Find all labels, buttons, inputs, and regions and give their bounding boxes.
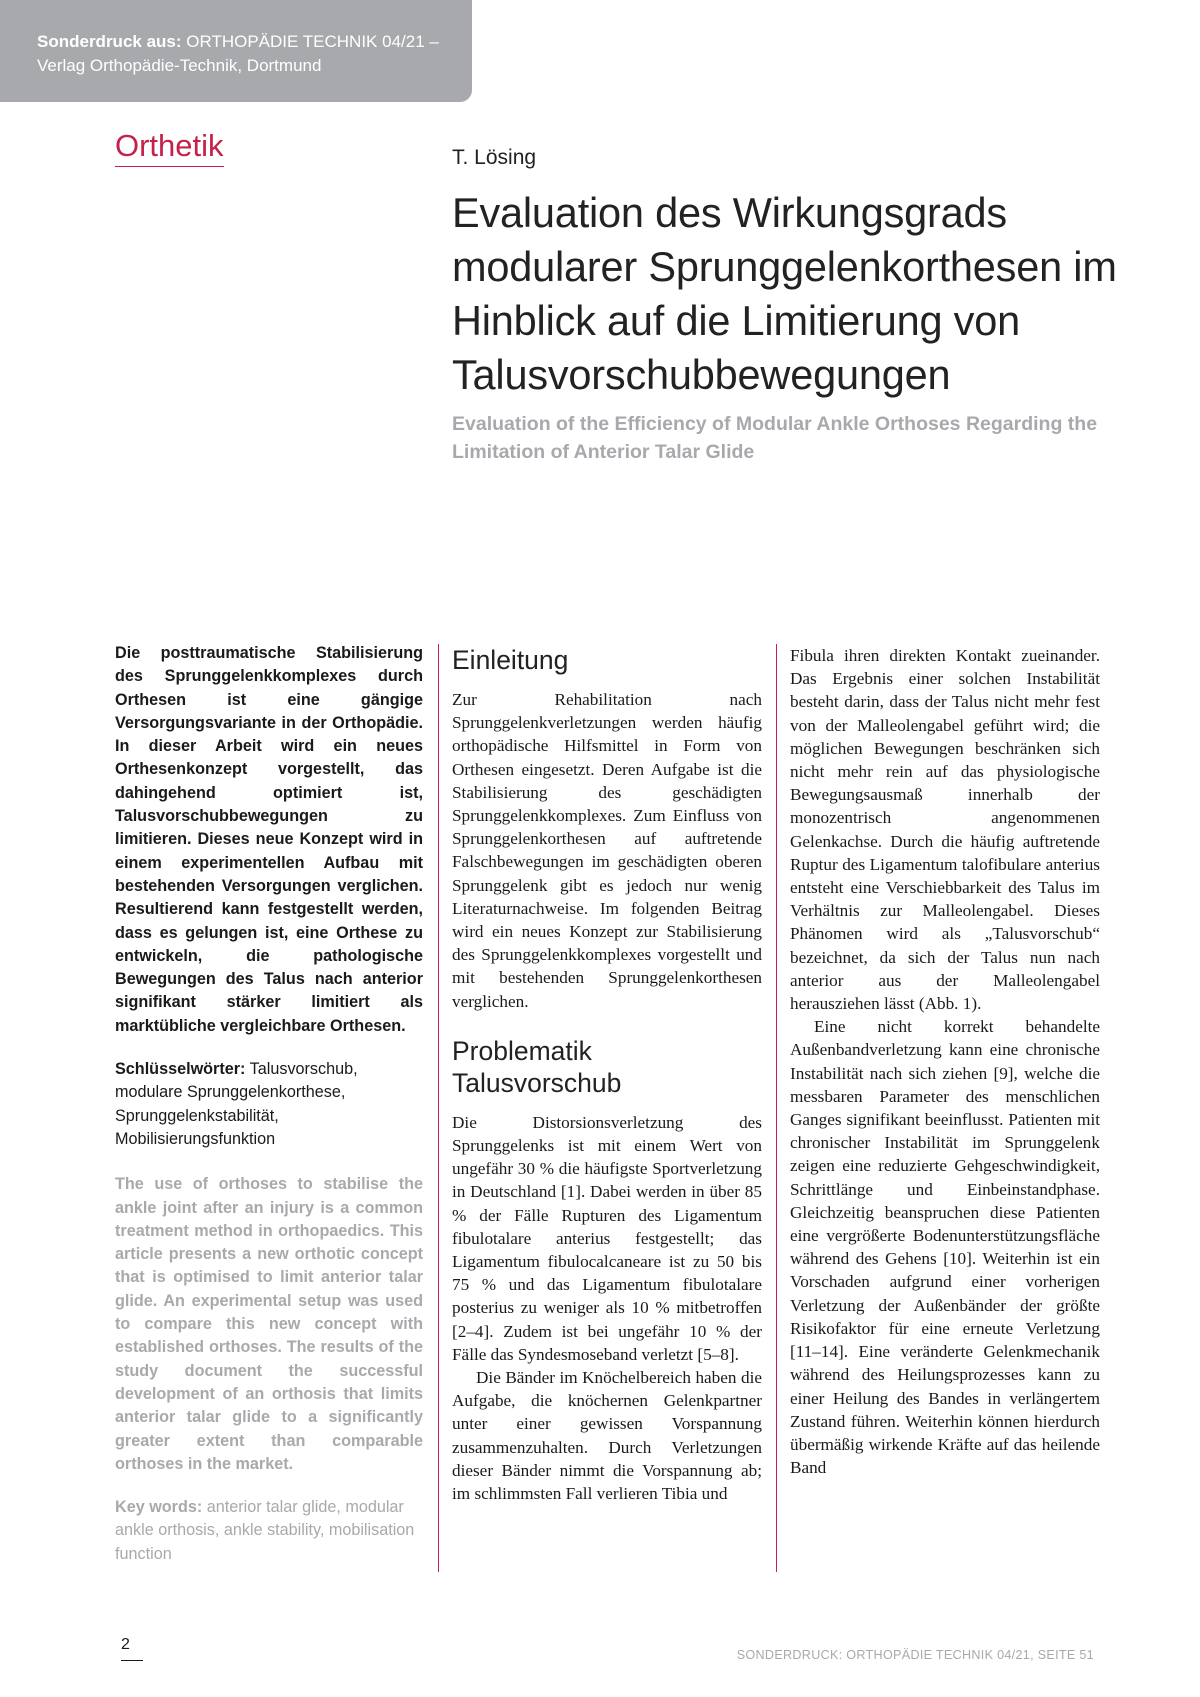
keywords-german-text: Talusvorschub, modulare Sprunggelenkorthese, Sprunggelenkstabilität, Mobilisierungsfunktion xyxy=(115,1060,358,1148)
paragraph: Fibula ihren direkten Kontakt zueinander. Das Ergebnis einer solchen Instabilität besteht darin, dass der Talus nicht mehr fest von der Malleolengabel geführt wird; die möglichen Bewegungen beschränken sich nicht mehr rein auf das physiologische Bewegungsausmaß innerhalb der monozentrisch angenommenen Gelenkachse. Durch die häufig auftretende Ruptur des Ligamentum talofibulare anterius entsteht eine Verschiebbarkeit des Talus im Verhältnis zur Malleolengabel. Dieses Phänomen wird als „Talusvorschub“ bezeichnet, da sich der Talus nun nach anterior aus der Malleolengabel herausziehen lässt (Abb. 1). xyxy=(790,646,1100,1014)
body-column-middle xyxy=(452,644,762,1505)
banner-source: ORTHOPÄDIE TECHNIK 04/21 – xyxy=(181,32,439,51)
paragraph: Zur Rehabilitation nach Sprunggelenkverletzungen werden häufig orthopädische Hilfsmittel in Form von Orthesen eingesetzt. Deren Aufgabe ist die Stabilisierung des geschädigten Sprunggelenkkomplexes. Zum Einfluss von Sprunggelenkorthesen auf auftretende Falschbewegungen im geschädigten oberen Sprunggelenk gibt es jedoch nur wenig Literaturnachweise. Im folgenden Beitrag wird ein neues Konzept zur Stabilisierung des Sprunggelenkkomplexes vorgestellt und mit bestehenden Sprunggelenkorthesen verglichen. xyxy=(452,690,762,1011)
abstract-english: The use of orthoses to stabilise the ankle joint after an injury is a common treatment method in orthopaedics. This article presents a new orthotic concept that is optimised to limit anterior talar glide. An experimental setup was used to compare this new concept with established orthoses. The results of the study document the successful development of an orthosis that limits anterior talar glide to a significantly greater extent than comparable orthoses in the market. xyxy=(115,1175,423,1473)
section-label: Orthetik xyxy=(115,128,224,167)
article-subtitle: Evaluation of the Efficiency of Modular Ankle Orthoses Regarding the Limitation of Anterior Talar Glide xyxy=(452,413,1098,463)
abstract-german: Die posttraumatische Stabilisierung des Sprunggelenkkomplexes durch Orthesen ist eine gängige Versorgungsvariante in der Orthopädie. In dieser Arbeit wird ein neues Orthesenkonzept vorgestellt, das dahingehend optimiert ist, Talusvorschubbewegungen zu limitieren. Dieses neue Konzept wird in einem experimentellen Aufbau mit bestehenden Versorgungen verglichen. Resultierend kann festgestellt werden, dass es gelungen ist, eine Orthese zu entwickeln, die pathologische Bewegungen des Talus nach anterior signifikant stärker limitiert als marktübliche vergleichbare Orthesen. xyxy=(115,644,423,1035)
abstract-column xyxy=(115,642,423,1566)
paragraph: Die Bänder im Knöchelbereich haben die Aufgabe, die knöchernen Gelenkpartner unter einer gewissen Vorspannung zusammenzuhalten. Durch Verletzungen dieser Bänder nimmt die Vorspannung ab; im schlimmsten Fall verlieren Tibia und xyxy=(452,1368,762,1504)
page-number: 2 xyxy=(121,1636,143,1661)
keywords-english-label: Key words: xyxy=(115,1498,203,1517)
paragraph: Eine nicht korrekt behandelte Außenbandverletzung kann eine chronische Instabilität nach sich ziehen [9], welche die messbaren Parameter des menschlichen Ganges signifikant beeinflusst. Patienten mit chronischer Instabilität im Sprunggelenk zeigen eine reduzierte Gehgeschwindigkeit, Schrittlänge und Einbeinstandphase. Gleichzeitig beanspruchen diese Patienten eine vergrößerte Bodenunterstützungsfläche während des Gehens [10]. Weiterhin ist ein Vorschaden aufgrund einer vorherigen Verletzung der Außenbänder der größte Risikofaktor für eine erneute Verletzung [11–14]. Eine veränderte Gelenkmechanik während des Heilungsprozesses kann zu einer Heilung des Bandes in verlängertem Zustand führen. Weiterhin können hierdurch übermäßig wirkende Kräfte auf das heilende Band xyxy=(790,1017,1100,1478)
author: T. Lösing xyxy=(452,146,537,169)
column-divider xyxy=(776,644,777,1572)
banner-publisher: Verlag Orthopädie-Technik, Dortmund xyxy=(37,56,322,75)
keywords-german xyxy=(115,1058,423,1151)
article-title: Evaluation des Wirkungsgrads modularer Sprunggelenkorthesen im Hinblick auf die Limitierung von Talusvorschubbewegungen xyxy=(452,189,1117,398)
paragraph: Die Distorsionsverletzung des Sprunggelenks ist mit einem Wert von ungefähr 30 % die häufigste Sportverletzung in Deutschland [1]. Dabei werden in über 85 % der Fälle Rupturen des Ligamentum fibulotalare anterius festgestellt; das Ligamentum fibulocalcaneare ist zu 50 bis 75 % und das Ligamentum fibulotalare posterius zu weniger als 10 % mitbetroffen [2–4]. Zudem ist bei ungefähr 10 % der Fälle das Syndesmoseband verletzt [5–8]. xyxy=(452,1112,762,1364)
banner-label: Sonderdruck aus: xyxy=(37,32,182,51)
heading-problem: Problematik Talusvorschub xyxy=(452,1035,622,1098)
keywords-english-text: anterior talar glide, modular ankle orthosis, ankle stability, mobilisation function xyxy=(115,1498,415,1563)
column-divider xyxy=(438,644,439,1572)
heading-introduction: Einleitung xyxy=(452,645,569,675)
reprint-banner xyxy=(0,0,472,102)
footer-reference: SONDERDRUCK: ORTHOPÄDIE TECHNIK 04/21, SEITE 51 xyxy=(736,1648,1094,1662)
keywords-english xyxy=(115,1496,423,1566)
keywords-german-label: Schlüsselwörter: xyxy=(115,1060,246,1079)
body-column-right xyxy=(790,644,1100,1479)
banner-source-line xyxy=(37,30,472,54)
